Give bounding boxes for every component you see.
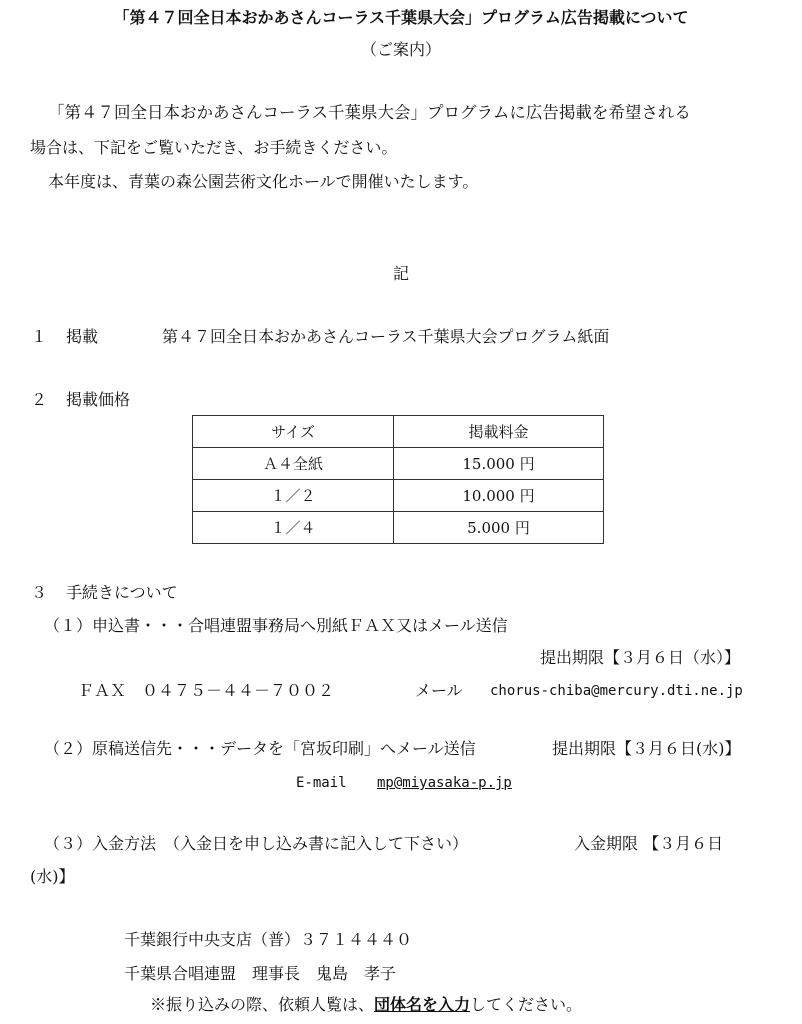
procedure-item-2: （２）原稿送信先・・・データを「宮坂印刷」へメール送信 <box>44 739 476 758</box>
transfer-note <box>150 995 582 1015</box>
document-title: 「第４７回全日本おかあさんコーラス千葉県大会」プログラム広告掲載について <box>113 8 689 27</box>
section-1-number: １ <box>31 327 48 346</box>
email-label: E-mail <box>296 775 347 791</box>
table-row <box>193 512 604 544</box>
section-2-label: 掲載価格 <box>66 390 131 409</box>
fee-cell: 15.000 円 <box>394 448 604 480</box>
price-table-header <box>193 416 604 448</box>
size-cell: １／４ <box>193 512 394 544</box>
section-3-label: 手続きについて <box>66 583 178 602</box>
table-row <box>193 480 604 512</box>
fee-cell: 5.000 円 <box>394 512 604 544</box>
intro-line-1: 「第４７回全日本おかあさんコーラス千葉県大会」プログラムに広告掲載を希望される <box>48 103 691 122</box>
document-subtitle: （ご案内） <box>360 40 441 59</box>
transfer-note-pre: ※振り込みの際、依頼人覧は、 <box>150 995 375 1014</box>
size-cell: １／２ <box>193 480 394 512</box>
intro-line-3: 本年度は、青葉の森公園芸術文化ホールで開催いたします。 <box>48 172 479 191</box>
section-3-number: ３ <box>31 583 48 602</box>
item-2-deadline: 提出期限【３月６日(水)】 <box>552 739 741 758</box>
column-header-fee: 掲載料金 <box>394 416 604 448</box>
item-1-deadline: 提出期限【３月６日（水）】 <box>540 648 741 667</box>
fee-cell: 10.000 円 <box>394 480 604 512</box>
email-link[interactable]: mp@miyasaka-p.jp <box>377 775 512 791</box>
section-2-number: ２ <box>31 390 48 409</box>
intro-line-2: 場合は、下記をご覧いただき、お手続きください。 <box>30 138 398 157</box>
table-row <box>193 448 604 480</box>
mail-label: メール <box>415 681 463 700</box>
transfer-note-post: してください。 <box>470 995 583 1014</box>
account-holder: 千葉県合唱連盟 理事長 鬼島 孝子 <box>124 964 397 983</box>
bank-account: 千葉銀行中央支店（普）３７１４４４０ <box>124 930 413 949</box>
procedure-item-3: （３）入金方法 （入金日を申し込み書に記入して下さい） <box>44 834 469 853</box>
fax-number: ＦＡＸ ０４７５－４４－７００２ <box>78 681 335 700</box>
section-1-label: 掲載 <box>66 327 99 346</box>
price-table <box>192 415 604 544</box>
mail-address: chorus-chiba@mercury.dti.ne.jp <box>490 683 743 699</box>
size-cell: Ａ４全紙 <box>193 448 394 480</box>
ki-heading: 記 <box>392 264 409 283</box>
section-1-content: 第４７回全日本おかあさんコーラス千葉県大会プログラム紙面 <box>162 327 610 346</box>
transfer-note-emphasis: 団体名を入力 <box>374 995 471 1014</box>
item-3-deadline-cont: (水)】 <box>30 867 75 886</box>
column-header-size: サイズ <box>193 416 394 448</box>
procedure-item-1: （１）申込書・・・合唱連盟事務局へ別紙ＦＡＸ又はメール送信 <box>44 616 508 635</box>
item-3-deadline: 入金期限 【３月６日 <box>574 834 724 853</box>
